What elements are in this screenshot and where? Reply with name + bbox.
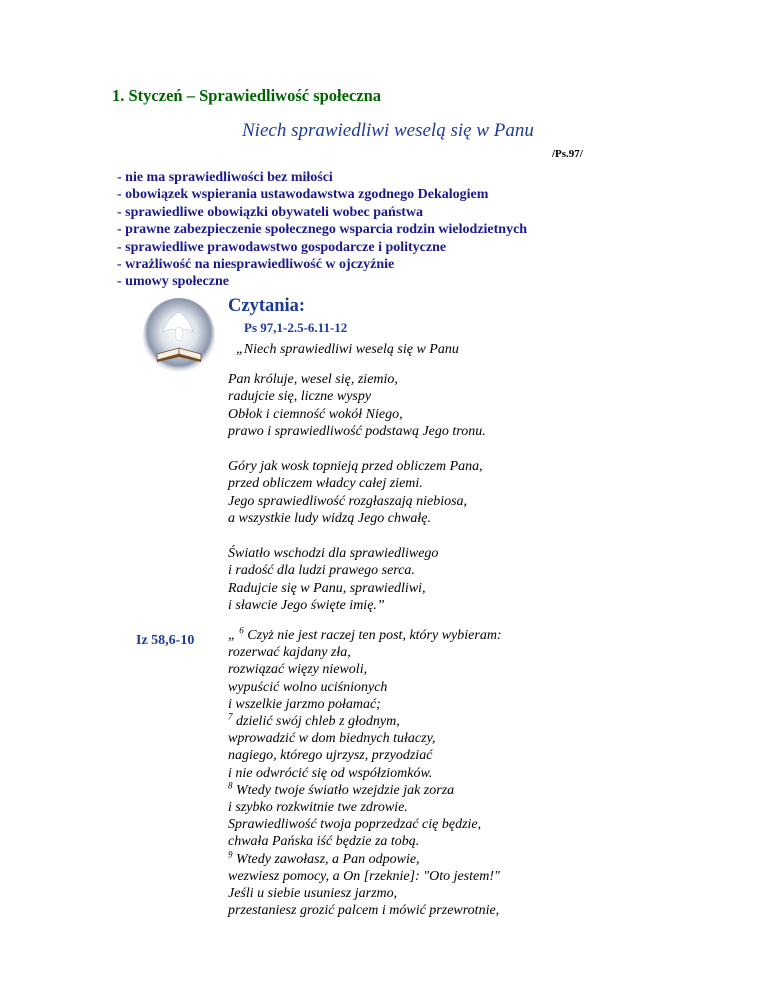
isaiah-line: i wszelkie jarzmo połamać; [228,696,381,712]
isaiah-line: Jeśli u siebie usuniesz jarzmo, [228,886,398,902]
psalm-stanza-1 [228,371,486,441]
isaiah-line: wprowadzić w dom biednych tułaczy, [228,731,436,747]
isaiah-line: nagiego, którego ujrzysz, przyodziać [228,748,433,764]
psalm-line: przed obliczem władcy całej ziemi. [228,476,423,492]
topic-item: - nie ma sprawiedliwości bez miłości [117,170,333,185]
verse-number: 8 [228,780,233,791]
psalm-line: a wszystkie ludy widzą Jego chwałę. [228,511,431,527]
psalm-line: Światło wschodzi dla sprawiedliwego [228,546,439,561]
isaiah-line: Sprawiedliwość twoja poprzedzać cię będzie, [228,817,482,833]
isaiah-line: $^8$ Wtedy twoje światło wzejdzie jak zorza [228,780,455,798]
psalm-line: i sławcie Jego święte imię.” [228,598,385,614]
psalm-line: Obłok i ciemność wokół Niego, [228,406,403,422]
isaiah-line: rozwiązać więzy niewoli, [228,662,368,678]
topic-item: - sprawiedliwe prawodawstwo gospodarcze i polityczne [117,239,447,255]
psalm-title: „Niech sprawiedliwi weselą się w Panu [236,342,459,357]
page-subtitle: Niech sprawiedliwi weselą się w Panu [242,120,534,141]
psalm-stanza-2 [228,458,483,528]
isaiah-line: rozerwać kajdany zła, [228,645,351,661]
isaiah-text [228,627,502,919]
verse-number: 9 [228,848,233,859]
isaiah-line: „ $^6$ Czyż nie jest raczej ten post, który wybieram: [228,625,502,643]
psalm-line: Radujcie się w Panu, sprawiedliwi, [228,580,426,596]
psalm-reference: Ps 97,1-2.5-6.11-12 [244,320,348,335]
psalm-line: i radość dla ludzi prawego serca. [228,563,415,579]
topic-item: - obowiązek wspierania ustawodawstwa zgodnego Dekalogiem [117,187,489,203]
isaiah-line: i nie odwrócić się od współziomków. [228,765,433,781]
topic-list [117,169,527,291]
psalm-line: radujcie się, liczne wyspy [228,389,372,405]
isaiah-line: i szybko rozkwitnie twe zdrowie. [228,800,408,816]
topic-item: - prawne zabezpieczenie społecznego wsparcia rodzin wielodzietnych [117,222,528,238]
isaiah-line: wypuścić wolno uciśnionych [228,679,388,695]
psalm-line: prawo i sprawiedliwość podstawą Jego tronu. [228,424,486,440]
topic-item: - sprawiedliwe obowiązki obywateli wobec państwa [117,204,424,220]
topic-item: - wrażliwość na niesprawiedliwość w ojczyźnie [117,257,395,273]
verse-number: 7 [228,711,233,722]
dove-over-bible-icon [143,298,215,376]
isaiah-line: przestaniesz grozić palcem i mówić przewrotnie, [228,903,500,919]
verse-number: 6 [239,625,244,636]
isaiah-reference: Iz 58,6-10 [136,633,195,648]
psalm-line: Jego sprawiedliwość rozgłaszają niebiosa, [228,493,468,509]
psalm-stanza-3 [228,545,438,615]
isaiah-line: chwała Pańska iść będzie za tobą. [228,834,420,850]
psalm-reference-top: /Ps.97/ [552,148,583,160]
isaiah-line: wezwiesz pomocy, a On [rzeknie]: "Oto jestem!" [228,868,500,884]
isaiah-line: $^9$ Wtedy zawołasz, a Pan odpowie, [228,848,420,867]
page-heading: 1. Styczeń – Sprawiedliwość społeczna [112,86,382,105]
topic-item: - umowy społeczne [117,274,229,290]
psalm-line: Góry jak wosk topnieją przed obliczem Pana, [228,459,483,474]
psalm-line: Pan króluje, wesel się, ziemio, [228,372,398,387]
isaiah-line: $^7$ dzielić swój chleb z głodnym, [228,711,400,730]
readings-title: Czytania: [228,296,306,316]
